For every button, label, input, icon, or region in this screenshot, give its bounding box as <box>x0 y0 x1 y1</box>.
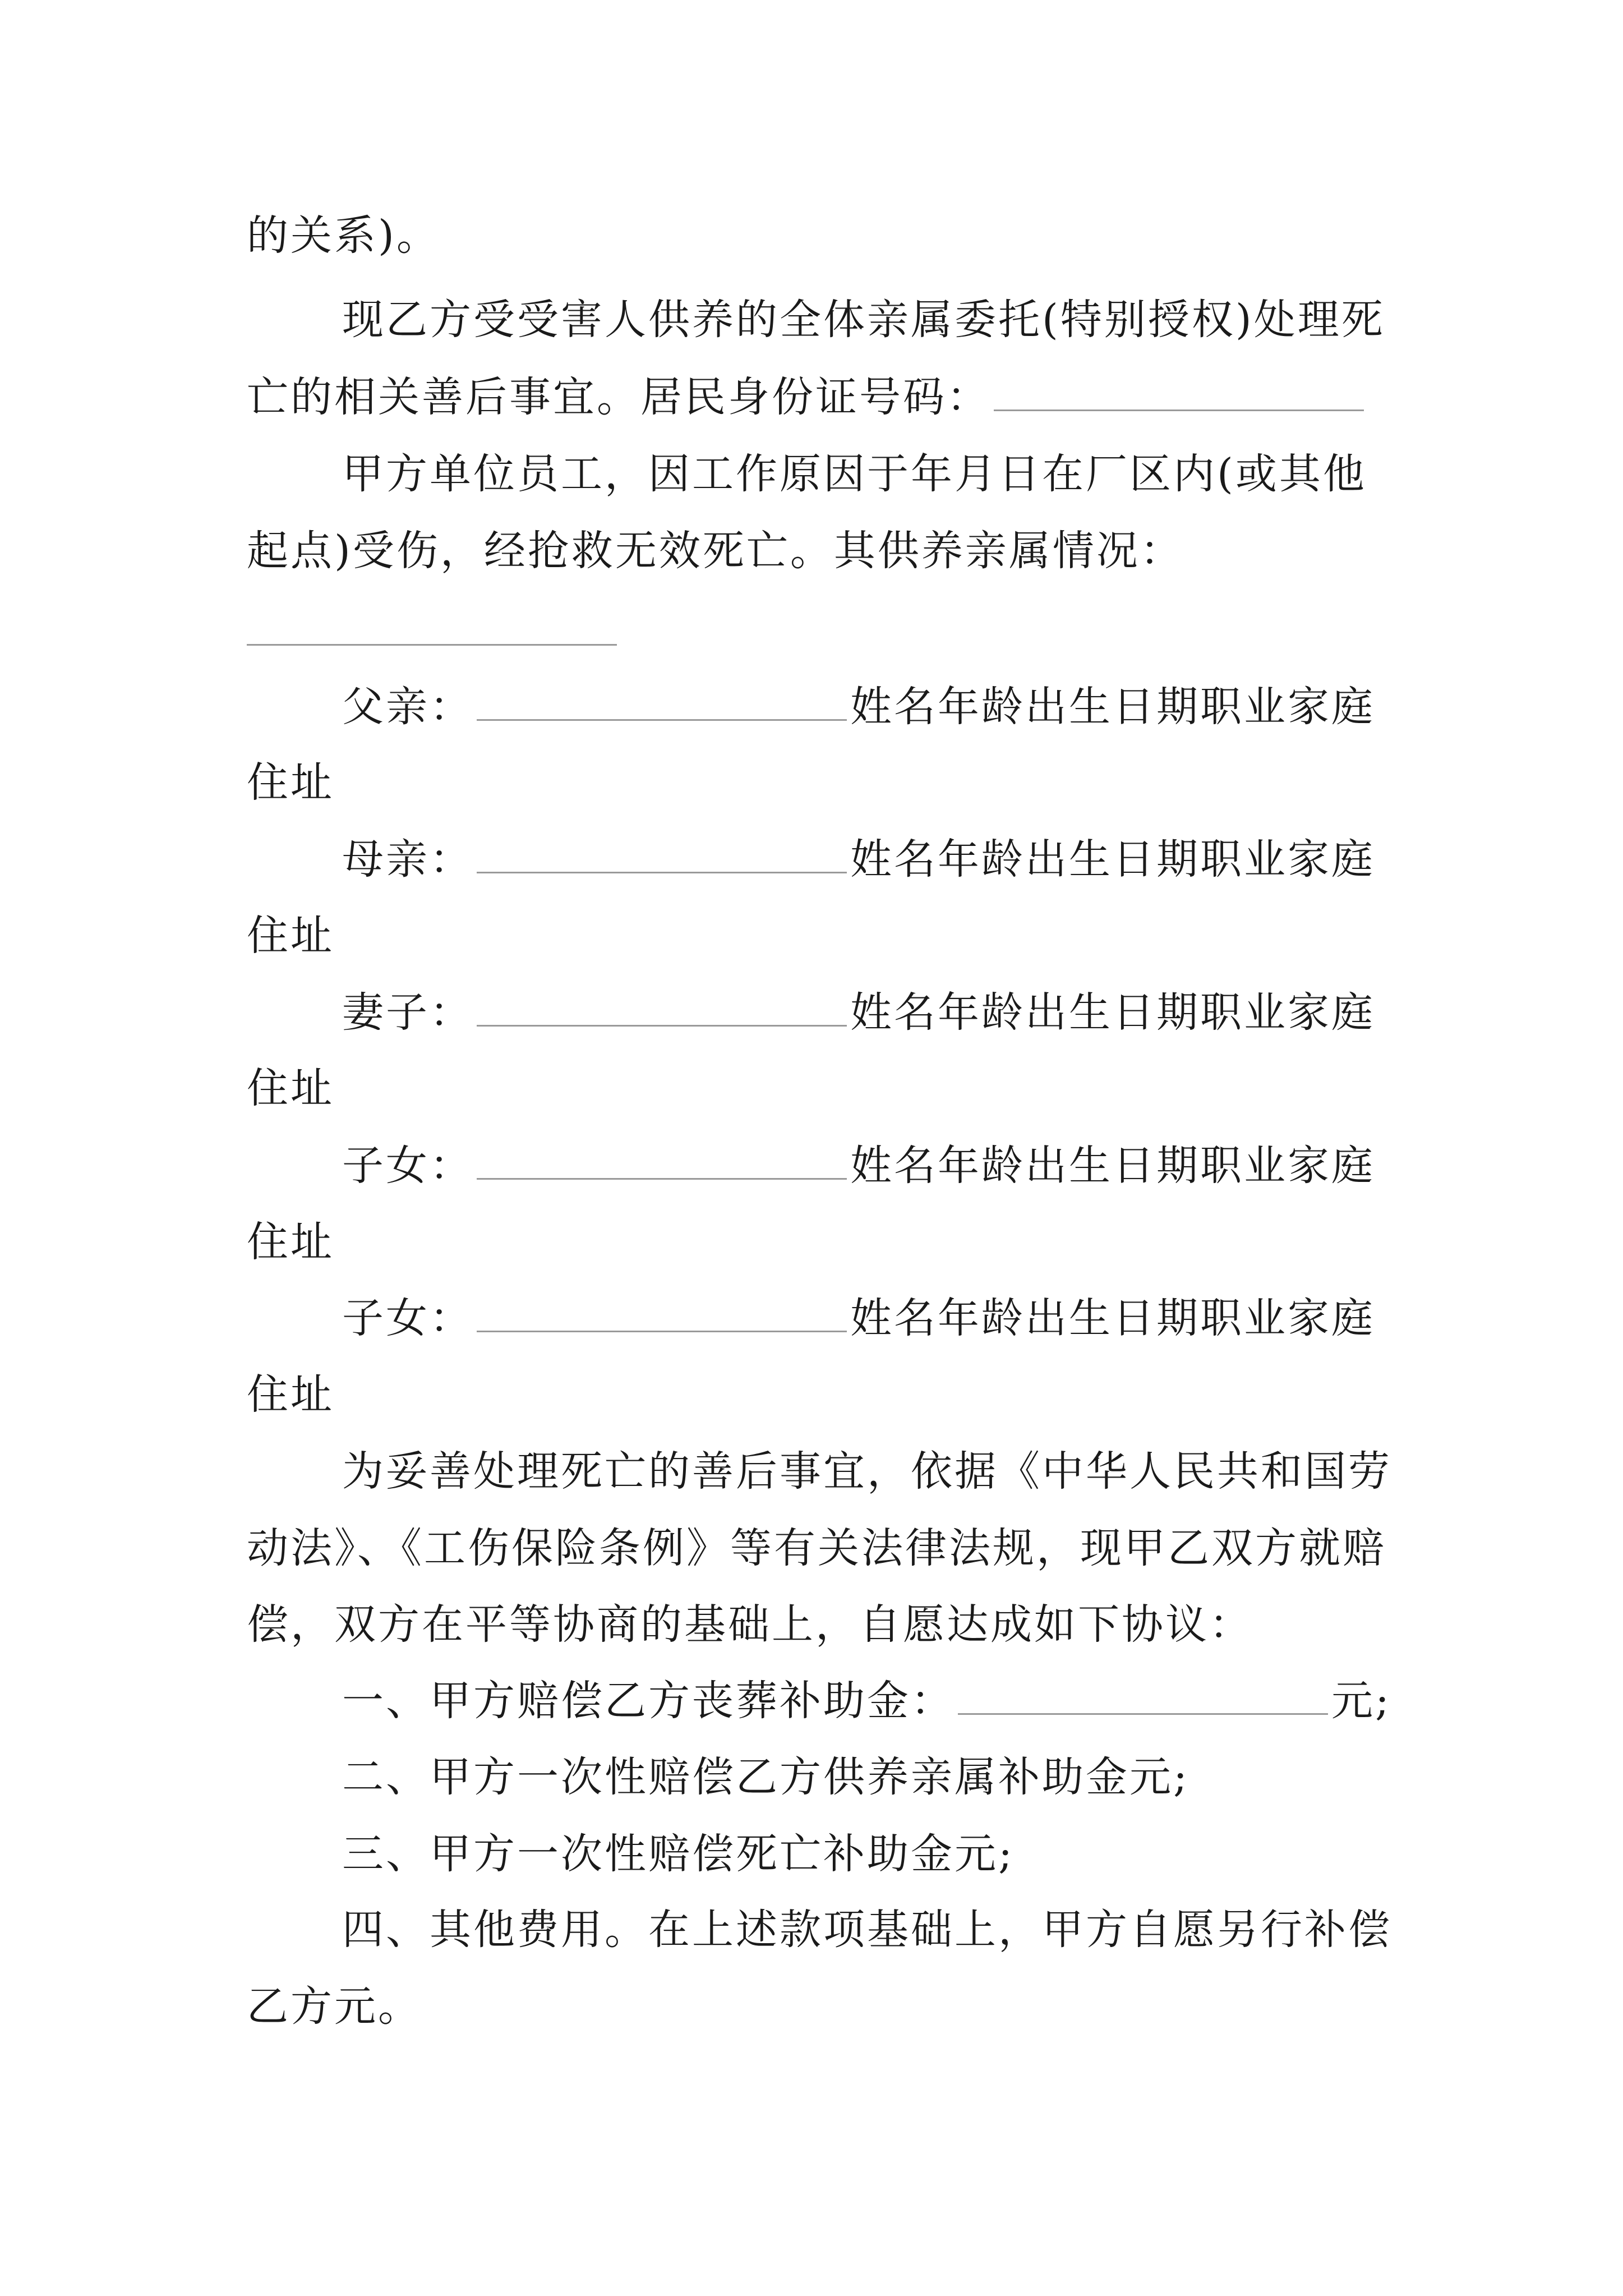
relative-label: 子女： <box>342 1294 473 1342</box>
text-line: 动法》、《工伤保险条例》等有关法律法规，现甲乙双方就赔 <box>247 1524 1386 1572</box>
relative-name-blank[interactable] <box>477 986 847 1027</box>
relative-label: 父亲： <box>342 683 473 731</box>
relative-line <box>342 1138 1375 1194</box>
text-segment: 亡的相关善后事宜。居民身份证号码： <box>247 373 990 421</box>
relative-fields: 姓名年龄出生日期职业家庭 <box>850 1142 1375 1190</box>
text-line: 起点)受伤，经抢救无效死亡。其供养亲属情况： <box>247 527 1184 575</box>
text-line: 乙方元。 <box>247 1982 422 2031</box>
relative-fields: 姓名年龄出生日期职业家庭 <box>850 835 1375 884</box>
relative-continuation: 住址 <box>247 1064 334 1112</box>
text-line: 的关系)。 <box>247 211 440 260</box>
relative-line <box>342 1290 1375 1346</box>
text-line: 为妥善处理死亡的善后事宜，依据《中华人民共和国劳 <box>342 1447 1392 1496</box>
relative-name-blank[interactable] <box>477 1291 847 1332</box>
agreement-item <box>342 1673 1391 1729</box>
text-segment: 一、甲方赔偿乙方丧葬补助金： <box>342 1677 955 1725</box>
relative-fields: 姓名年龄出生日期职业家庭 <box>850 683 1375 731</box>
agreement-item: 三、甲方一次性赔偿死亡补助金元; <box>342 1830 1015 1878</box>
relative-continuation: 住址 <box>247 758 334 807</box>
relatives-blank[interactable] <box>247 644 617 646</box>
relative-line <box>342 679 1375 735</box>
text-line: 现乙方受受害人供养的全体亲属委托(特别授权)处理死 <box>342 296 1385 344</box>
relative-label: 妻子： <box>342 988 473 1037</box>
agreement-item: 四、其他费用。在上述款项基础上，甲方自愿另行补偿 <box>342 1906 1392 1954</box>
text-line <box>247 369 1367 425</box>
relative-name-blank[interactable] <box>477 680 847 721</box>
funeral-subsidy-blank[interactable] <box>958 1674 1328 1715</box>
relative-continuation: 住址 <box>247 912 334 960</box>
relative-line <box>342 984 1375 1041</box>
text-line: 甲方单位员工，因工作原因于年月日在厂区内(或其他 <box>342 450 1367 498</box>
relative-fields: 姓名年龄出生日期职业家庭 <box>850 988 1375 1037</box>
relative-line <box>342 831 1375 887</box>
relative-continuation: 住址 <box>247 1218 334 1266</box>
relative-label: 母亲： <box>342 835 473 884</box>
agreement-item: 二、甲方一次性赔偿乙方供养亲属补助金元; <box>342 1753 1189 1801</box>
relative-name-blank[interactable] <box>477 1139 847 1180</box>
text-segment: 元; <box>1331 1677 1391 1725</box>
relative-name-blank[interactable] <box>477 832 847 873</box>
relative-label: 子女： <box>342 1142 473 1190</box>
id-number-blank[interactable] <box>994 370 1364 411</box>
text-line: 偿，双方在平等协商的基础上，自愿达成如下协议： <box>247 1600 1253 1649</box>
relative-continuation: 住址 <box>247 1370 334 1419</box>
relative-fields: 姓名年龄出生日期职业家庭 <box>850 1294 1375 1342</box>
